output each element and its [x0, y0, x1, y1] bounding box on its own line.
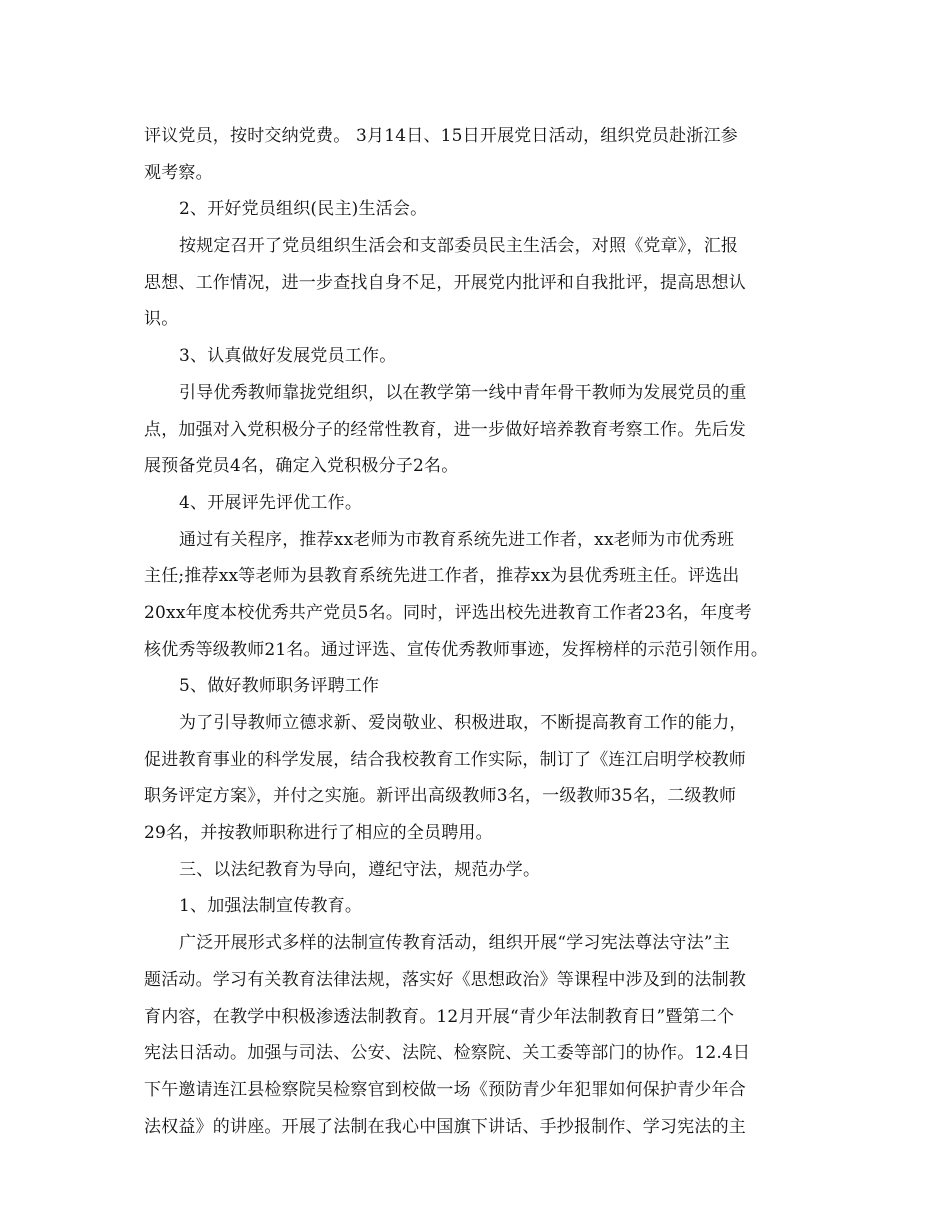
- text-line: 4、开展评先评优工作。: [179, 492, 363, 513]
- text-line: 通过有关程序，推荐xx老师为市教育系统先进工作者，xx老师为市优秀班: [179, 529, 735, 550]
- text-line: 职务评定方案》，并付之实施。新评出高级教师3名，一级教师35名，二级教师: [144, 786, 737, 807]
- text-line: 评议党员，按时交纳党费。 3月14日、15日开展党日活动，组织党员赴浙江参: [144, 126, 738, 146]
- text-line: 20xx年度本校优秀共产党员5名。同时，评选出校先进教育工作者23名，年度考: [144, 602, 752, 623]
- text-line: 按规定召开了党员组织生活会和支部委员民主生活会，对照《党章》，汇报: [179, 236, 739, 257]
- text-line: 主任;推荐xx等老师为县教育系统先进工作者，推荐xx为县优秀班主任。评选出: [144, 566, 740, 587]
- text-line: 3、认真做好发展党员工作。: [179, 346, 397, 367]
- text-line: 三、以法纪教育为导向，遵纪守法，规范办学。: [179, 859, 541, 880]
- text-line: 29名，并按教师职称进行了相应的全员聘用。: [144, 823, 493, 844]
- text-line: 核优秀等级教师21名。通过评选、宣传优秀教师事迹，发挥榜样的示范引领作用。: [144, 639, 769, 660]
- text-line: 思想、工作情况，进一步查找自身不足，开展党内批评和自我批评，提高思想认: [144, 272, 746, 293]
- text-line: 5、做好教师职务评聘工作: [179, 676, 380, 697]
- text-line: 1、加强法制宣传教育。: [179, 896, 363, 917]
- text-line: 题活动。学习有关教育法律法规，落实好《思想政治》等课程中涉及到的法制教: [144, 969, 746, 990]
- text-line: 宪法日活动。加强与司法、公安、法院、检察院、关工委等部门的协作。12.4日: [144, 1043, 751, 1064]
- text-line: 2、开好党员组织(民主)生活会。: [179, 199, 428, 220]
- text-line: 观考察。: [144, 162, 213, 183]
- text-line: 为了引导教师立德求新、爱岗敬业、积极进取，不断提高教育工作的能力，: [179, 713, 747, 733]
- text-line: 展预备党员4名，确定入党积极分子2名。: [144, 456, 459, 477]
- text-line: 促进教育事业的科学发展，结合我校教育工作实际，制订了《连江启明学校教师: [144, 749, 746, 770]
- text-line: 广泛开展形式多样的法制宣传教育活动，组织开展“学习宪法尊法守法”主: [179, 933, 730, 954]
- text-line: 引导优秀教师靠拢党组织，以在教学第一线中青年骨干教师为发展党员的重: [179, 382, 747, 403]
- text-line: 识。: [144, 309, 179, 330]
- text-line: 法权益》的讲座。开展了法制在我心中国旗下讲话、手抄报制作、学习宪法的主: [144, 1116, 746, 1137]
- text-line: 点，加强对入党积极分子的经常性教育，进一步做好培养教育考察工作。先后发: [144, 419, 746, 440]
- document-body: [144, 118, 824, 1145]
- text-line: 下午邀请连江县检察院吴检察官到校做一场《预防青少年犯罪如何保护青少年合: [144, 1079, 746, 1100]
- text-line: 育内容，在教学中积极渗透法制教育。12月开展“青少年法制教育日”暨第二个: [144, 1006, 735, 1027]
